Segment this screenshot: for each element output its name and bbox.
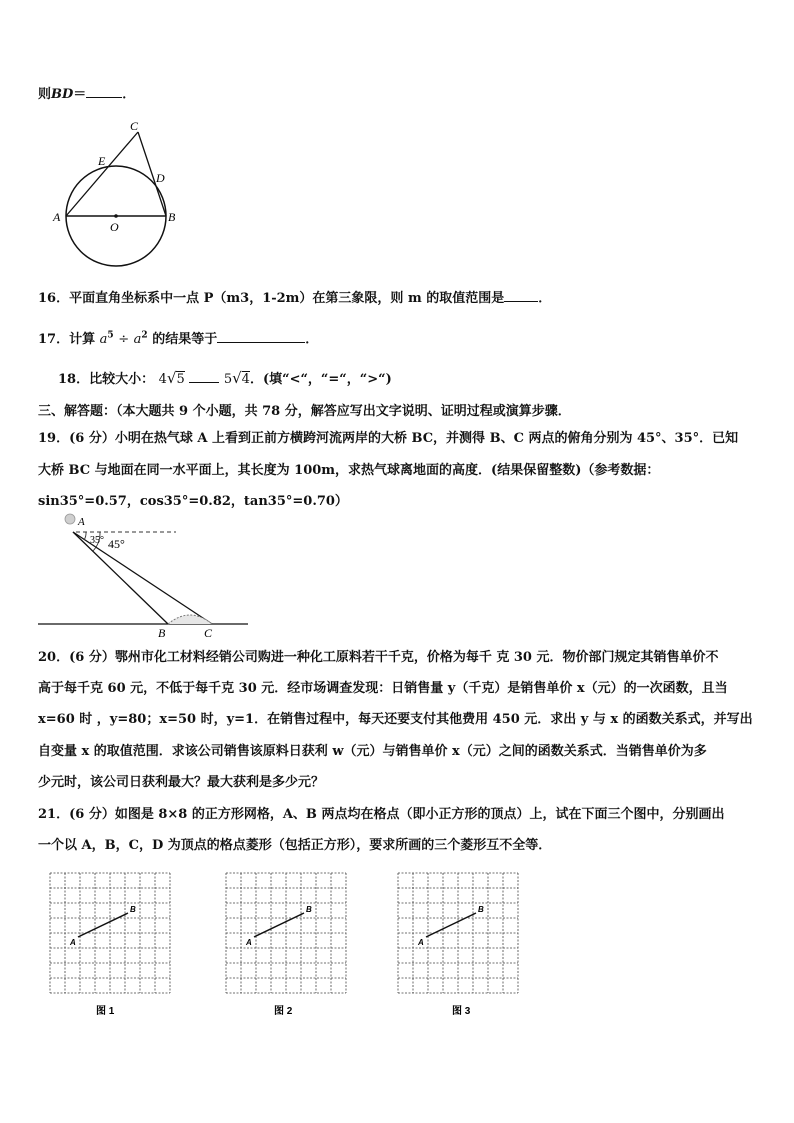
q20-line3: x=60 时 ，y=80；x=50 时，y=1．在销售过程中，每天还要支付其他费用 450 元．求出 y 与 x 的函数关系式，并写出 — [38, 712, 753, 727]
q17-line — [38, 328, 318, 347]
q17-base-2: a — [133, 332, 142, 347]
q18-answer-blank[interactable] — [189, 370, 219, 383]
label-b: B — [130, 905, 136, 914]
circle-figure — [50, 115, 190, 275]
q20-line4: 自变量 x 的取值范围．求该公司销售该原料日获利 w（元）与销售单价 x（元）之间的函数关系式．当销售单价为多 — [38, 744, 707, 759]
label-b: B — [478, 905, 484, 914]
q21-line2: 一个以 A，B，C，D 为顶点的格点菱形（包括正方形），要求所画的三个菱形互不全等． — [38, 838, 552, 853]
segment-ab — [254, 913, 304, 937]
segment-ab — [78, 913, 128, 937]
segment-ac — [66, 132, 138, 216]
q16-line — [38, 287, 551, 306]
grid-figure-1 — [46, 867, 176, 1017]
center-dot — [114, 214, 118, 218]
q18-right-coef: 5 — [223, 372, 233, 387]
sqrt-icon: √ — [232, 369, 242, 387]
label-45: 45° — [108, 537, 125, 551]
q17-end: ． — [305, 332, 319, 347]
label-a: A — [246, 938, 252, 947]
angle-arc-35 — [84, 532, 86, 540]
q15-var: BD — [51, 87, 74, 102]
q20-line1: 20．(6 分）鄂州市化工材料经销公司购进一种化工原料若干千克，价格为每千 克 30 元．物价部门规定其销售单价不 — [38, 650, 719, 665]
q15-answer-blank[interactable] — [86, 85, 122, 98]
label-a: A — [70, 938, 76, 947]
q18-end: ．(填“<“，“=“，“>“) — [249, 372, 392, 387]
q19-line3: sin35°=0.57，cos35°=0.82，tan35°=0.70） — [38, 494, 348, 509]
q16-answer-blank[interactable] — [504, 289, 538, 302]
q19-line1: 19．(6 分）小明在热气球 A 上看到正前方横跨河流两岸的大桥 BC，并测得 B、C 两点的俯角分别为 45°、35°．已知 — [38, 431, 739, 446]
q21-line1: 21．(6 分）如图是 8×8 的正方形网格，A、B 两点均在格点（即小正方形的顶点）上，试在下面三个图中，分别画出 — [38, 807, 725, 822]
q18-left-coef: 4 — [158, 372, 167, 387]
balloon-icon — [65, 514, 75, 524]
label-a: A — [78, 516, 85, 528]
q17-base-1: a — [99, 332, 108, 347]
grid-figures — [0, 865, 794, 1025]
label-c: C — [204, 626, 213, 640]
grid-figure-3 — [394, 867, 524, 1017]
label-d: D — [156, 171, 165, 185]
q17-answer-blank[interactable] — [217, 330, 305, 343]
q15-suffix: ． — [122, 87, 136, 102]
grid-figure-2 — [222, 867, 352, 1017]
label-a: A — [418, 938, 424, 947]
q18-left-rad: 5 — [176, 372, 185, 387]
label-e: E — [98, 154, 106, 168]
segment-ab — [426, 913, 476, 937]
section3-heading: 三、解答题：（本大题共 9 个小题，共 78 分，解答应写出文字说明、证明过程或演算步骤． — [38, 404, 571, 419]
grid-caption: 图 1 — [96, 1006, 115, 1017]
label-a: A — [53, 210, 61, 224]
label-35: 35° — [90, 535, 104, 546]
q20-line5: 少元时，该公司日获利最大？最大获利是多少元？ — [38, 775, 325, 790]
grid-lines — [50, 873, 170, 993]
q15-prefix: 则 — [38, 87, 52, 102]
grid-lines — [398, 873, 518, 993]
q17-exp-2: 2 — [141, 330, 148, 341]
bridge-arch — [168, 615, 212, 624]
label-b: B — [158, 626, 166, 640]
q17-mid: 的结果等于 — [152, 332, 218, 347]
grid-caption: 图 3 — [452, 1006, 471, 1017]
q17-prefix: 17．计算 — [38, 332, 96, 347]
q16-text: 16．平面直角坐标系中一点 P（m3，1-2m）在第三象限，则 m 的取值范围是 — [38, 291, 505, 306]
q18-prefix: 18．比较大小： — [58, 372, 155, 387]
q15-eq: ＝ — [73, 87, 87, 102]
label-b: B — [168, 210, 176, 224]
q18-line — [58, 368, 392, 387]
label-b: B — [306, 905, 312, 914]
label-c: C — [130, 119, 139, 133]
q17-exp-5: 5 — [107, 330, 114, 341]
sqrt-icon: √ — [166, 369, 177, 387]
q16-end: ． — [538, 291, 552, 306]
q18-right-rad: 4 — [241, 372, 250, 387]
q15-line — [38, 83, 135, 102]
grid-caption: 图 2 — [274, 1006, 293, 1017]
q17-div: ÷ — [118, 332, 130, 347]
label-o: O — [110, 220, 119, 234]
grid-lines — [226, 873, 346, 993]
q19-line2: 大桥 BC 与地面在同一水平面上，其长度为 100m，求热气球离地面的高度．(结果保留整数)（参考数据： — [38, 463, 660, 478]
q20-line2: 高于每千克 60 元，不低于每千克 30 元．经市场调查发现：日销售量 y（千克）是销售单价 x（元）的一次函数，且当 — [38, 681, 728, 696]
balloon-figure — [36, 510, 252, 640]
